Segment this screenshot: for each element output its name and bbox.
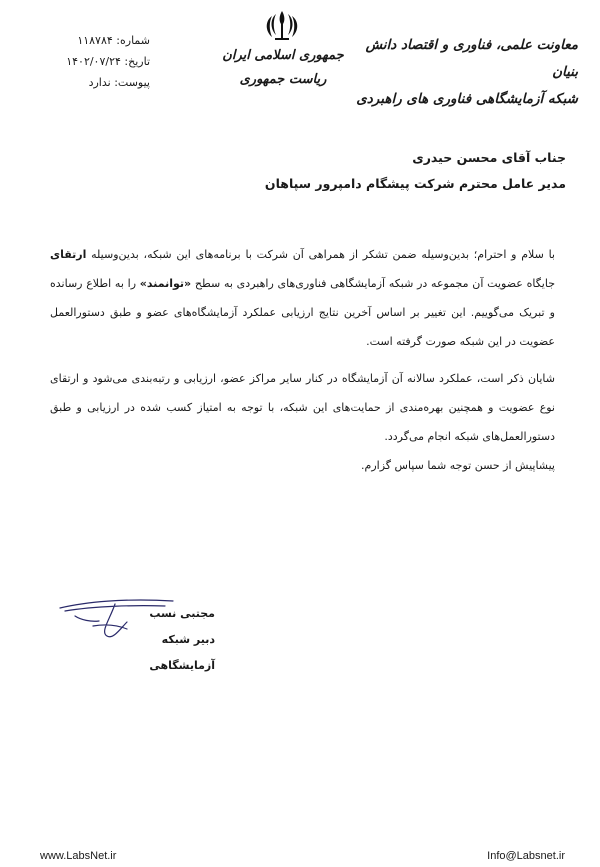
letter-footer	[0, 850, 600, 867]
body-paragraph-1-part-a: با سلام و احترام؛ بدین‌وسیله ضمن تشکر از همراهی آن شرکت با برنامه‌های این شبکه، بدین‌وسیله	[86, 248, 555, 261]
body-paragraph-2: شایان ذکر است، عملکرد سالانه آن آزمایشگاه در کنار سایر مراکز عضو، ارزیابی و رتبه‌بندی می‌شود و ارتقای نوع عضویت و همچنین بهره‌مندی از حمایت‌های این شبکه، با توجه به امتیاز کسب شده در ارزیابی و طبق دستورالعمل‌های شبکه انجام می‌گردد.	[50, 372, 555, 443]
recipient-title: مدیر عامل محترم شرکت پیشگام دامپرور سپاهان	[264, 176, 566, 191]
letter-attachment	[20, 72, 150, 93]
presidency-name: ریاست جمهوری	[239, 72, 327, 87]
government-heading	[218, 44, 348, 92]
letter-attachment-label: پیوست:	[114, 76, 150, 89]
letter-reference-block	[20, 30, 150, 93]
signer-block	[120, 601, 215, 679]
letter-date	[20, 51, 150, 72]
letter-date-label: تاریخ:	[124, 55, 150, 68]
footer-email-link[interactable]: Info@Labsnet.ir	[487, 850, 565, 862]
body-highlight-level: «توانمند»	[139, 277, 192, 290]
footer-website-link[interactable]: www.LabsNet.ir	[40, 850, 117, 862]
letter-number-value: ۱۱۸۷۸۴	[77, 34, 113, 47]
signer-name: مجتبی نسب	[149, 607, 215, 620]
body-paragraph-1	[50, 240, 555, 356]
body-highlight-upgrade: ارتقای	[50, 248, 87, 261]
letter-number-label: شماره:	[116, 34, 150, 47]
letter-date-value: ۱۴۰۲/۰۷/۲۴	[66, 55, 121, 68]
letter-number	[20, 30, 150, 51]
letter-body	[50, 240, 555, 480]
recipient-block	[146, 145, 566, 197]
iran-emblem-icon	[262, 8, 302, 42]
body-paragraph-3: پیشاپیش از حسن توجه شما سپاس گزارم.	[361, 459, 555, 472]
organization-heading	[348, 32, 578, 113]
government-name: جمهوری اسلامی ایران	[222, 48, 344, 63]
vice-presidency-name: معاونت علمی، فناوری و اقتصاد دانش بنیان	[365, 37, 578, 80]
network-name: شبکه آزمایشگاهی فناوری های راهبردی	[356, 91, 578, 107]
recipient-name: جناب آقای محسن حیدری	[412, 150, 566, 165]
body-paragraph-1-part-b: جایگاه عضویت آن مجموعه در شبکه آزمایشگاهی فناوری‌های راهبردی به سطح	[191, 277, 555, 290]
letter-attachment-value: ندارد	[88, 76, 111, 89]
body-paragraph-1-part-c: را به اطلاع رسانده و تبریک می‌گوییم. این تغییر بر اساس آخرین نتایج ارزیابی عملکرد آزمایشگاه‌های عضو و طبق دستورالعمل عضویت در این شبکه صورت گرفته است.	[50, 277, 555, 348]
signer-title: دبیر شبکه آزمایشگاهی	[149, 633, 215, 672]
